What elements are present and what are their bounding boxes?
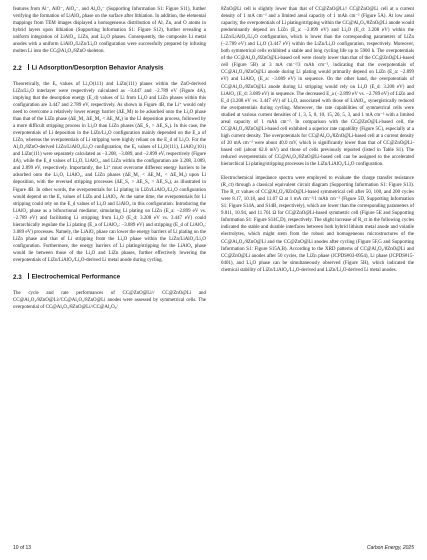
section-title: Li Adsorption/Desorption Behavior Analysis (31, 64, 164, 72)
section-heading-2-3 (13, 273, 206, 282)
paragraph-electrochem: The cycle and rate performances of CC@ZnO@Li// CC@ZnO@Li and CC@Al₂O₃/8ZnO@Li//CC@Al₂O₃/8ZnO@Li anodes were assessed by symmetrical cells. The overpotential of CC@Al₂O₃/8ZnO@Li//CC@Al₂O₃/ (13, 290, 206, 310)
heading-divider (28, 64, 29, 70)
paragraph-gap (221, 168, 414, 175)
section-heading-2-2 (13, 64, 206, 73)
left-column (13, 6, 206, 311)
heading-divider (28, 273, 29, 279)
page-footer (13, 545, 414, 555)
paragraph-adsorption: Theoretically, the Eₐ values of Li₂O(111) and LiZn(111) planes within the ZnO-derived LiZn/Li₂O interlayer were respectively calculated as −3.447 and −2.789 eV (Figure 4A), implying that the desorption energy (E_d) values of Li from Li₂O and LiZn phases within this configuration are 3.447 and 2.789 eV, respectively. As shown in Figure 4B, the Li⁺ would only need to overcome a relatively lower energy barrier (ΔE_M) to be adsorbed onto the Li₂O phase than that of the LiZn phase (ΔE_M₁ ΔE_M₂ < ΔE_M₃) in the Li deposition process, followed by a more difficult stripping process in Li₂O than LiZn phases (ΔE_S₁ > ΔE_S₂). In this case, the overpotentials of Li deposition in the LiZn/Li₂O configuration mainly depended on the E_a of LiZn, whereas the overpotentials of Li stripping were highly reliant on the E_d of Li₂O. For the Al₂O₃/8ZnO-derived LiZn/LiAlO₂/Li₂O configuration, the Eₐ values of Li₂O(111), LiAlO₂(101) and LiZn(111) were separately calculated as −3.208, −3.089, and −2.899 eV, respectively (Figure 4A), while the E_d values of Li₂O, LiAlO₂, and LiZn within the configuration are 3.208, 3.089, and 2.899 eV, respectively. Importantly, the Li⁺ must overcome different energy barriers to be adsorbed onto the Li₂O, LiAlO₂, and LiZn phases (ΔE_M₁ < ΔE_M₂ < ΔE_M₃) upon Li deposition, with the reversed stripping processes (ΔE_S₁ > ΔE_S₂ > ΔE_S₃), as illustrated in Figure 4B. In other words, the overpotentials for Li plating in LiZn/LiAlO₂/Li₂O configuration would depend on the Eₐ values of LiZn and LiAlO₂. At the same time, the overpotentials for Li stripping could rely on the E_d values of Li₂O and LiAlO₂ in this configuration. Introducing the LiAlO₂ phase as a bifunctional mediator, simulating Li plating on LiZn (E_a: −2.899 eV vs. −2.789 eV) and facilitating Li stripping from Li₂O (E_d: 3.208 eV vs. 3.447 eV) could hierarchically regulate the Li plating (E_a of LiAlO₂: −3.089 eV) and stripping (E_d of LiAlO₂: 3.089 eV) processes. Namely, the LiAlO₂ phase can lower the energy barriers of Li plating on the LiZn phase and that of Li stripping from the Li₂O phase within the LiZn/LiAlO₂/Li₂O configuration. Furthermore, the energy barriers of Li plating/stripping for the LiAlO₂ phase would lie between those of the Li₂O and LiZn phases, further effectively lowering the overpotentials of LiZn/LiAlO₂/Li₂O-derived Li metal anode during cycling. (13, 81, 206, 263)
paragraph-impedance: Electrochemical impedance spectra were employed to evaluate the charge transfer resistance (R_ct) through a classical equivalent circuit diagram (Supporting Information S1: Figure S13). The R_ct values of CC@Al₂O₃/8ZnO@Li-based symmetrical cell after 50, 100, and 200 cycles were 8.17, 10.18, and 11.07 Ω at 1 mA cm⁻²/1 mAh cm⁻² (Figure 5D, Supporting Information S1: Figure S14A, and S14B, respectively), which are lower than the corresponding parameters of 9.811, 10.94, and 11.761 Ω for CC@ZnO@Li-based symmetric cell (Figure 5E and Supporting Information S1: Figure S14C,D), respectively. The slight increase of R_ct in the following cycles indicated the stable and durable interfaces between both hybrid lithium metal anode and volatile electrolytes, which might stem from the robust and homogeneous microstructures of the CC@Al₂O₃/8ZnO@Li and the CC@ZnO@Li anodes after cycling (Figure 5F,G and Supporting Information S1: Figure S15A,B). According to the XRD patterns of CC@Al₂O₃/8ZnO@Li and CC@ZnO@Li anodes after 50 cycles, the LiZn phase (JCPDS#03-0954), Li phase (JCPDS#15-0401), and Li₂O phase can be simultaneously observed (Figure 5H), which indicated the chemical stability of LiZn/LiAlO₂/Li₂O-derived and LiZn/Li₂O-derived Li metal anodes. (221, 176, 414, 273)
paragraph-overpotential: 8ZnO@Li cell is slightly lower than that of CC@ZnO@Li// CC@ZnO@Li cell at a current density of 1 mA cm⁻² and a limited areal capacity of 1 mAh cm⁻² (Figure 5A). At low areal capacity, the overpotentials of Li plating/stripping within the CC@Al₂O₃/8ZnO@Li anode would predominantly depend on LiZn (E_a: −2.899 eV) and Li₂O (E_d: 3.208 eV) within the LiZn/LiAlO₂/Li₂O configuration, which is lower than the corresponding parameters of LiZn (−2.789 eV) and Li₂O (3.447 eV) within the LiZn/Li₂O configuration, respectively. Moreover, both symmetrical cells exhibited a stable and long cycling life up to 5900 h. The overpotentials of the CC@Al₂O₃/8ZnO@Li-based cell were clearly lower than that of the CC@ZnO@Li-based cell (Figure 5B) at 3 mA cm⁻²/3 mAh cm⁻², indicating that the overpotentials of CC@Al₂O₃/8ZnO@Li anode during Li plating would primarily depend on LiZn (E_a: −2.899 eV) and LiAlO₂ (E_a: −3.089 eV) in sequence. On the other hand, the overpotentials of CC@Al₂O₃/8ZnO@Li anode during Li stripping would rely on Li₂O (E_d: 3.208 eV) and LiAlO₂ (E_d: 3.089 eV) in sequence. The decreased E_a (−2.899 eV vs. −2.789 eV) of LiZn and E_d (3.208 eV vs. 3.447 eV) of Li₂O, associated with those of LiAlO₂, synergistically reduced the overpotentials during cycling. Moreover, the rate capabilities of symmetrical cells were studied at various current densities of 1, 3, 5, 8, 10, 15, 20, 5, 3, and 1 mA cm⁻² with a limited areal capacity of 1 mAh cm⁻². In comparison with the CC@ZnO@Li-based cell, the CC@Al₂O₃/8ZnO@Li-based cell exhibited a superior rate capability (Figure 5C), especially at a high current density. The overpotentials for CC@Al₂O₃/8ZnO@Li-based cell at a current density of 20 mA cm⁻² were about 40.0 mV, which is significantly lower than that of CC@ZnO@Li-based cell (about 62.0 mV) and those of cells previously reported (listed in Table S1). The reduced overpotentials of CC@Al₂O₃/8ZnO@Li-based cell can be assigned to the accelerated hierarchical Li plating/stripping processes in the LiZn/LiAlO₂/Li₂O configuration. (221, 7, 414, 168)
journal-citation: Carbon Energy, 2025 (366, 545, 414, 551)
page-number: 10 of 13 (13, 545, 32, 551)
section-title: Electrochemical Performance (31, 273, 121, 281)
paragraph-intro: features from Al⁻, AlO⁻, AlO₂⁻, and Al₂O₃⁻ (Supporting Information S1: Figure S11), further verifying the formation of LiAlO₂ phase on the surface after lithiation. In addition, the elemental mappings from TEM images displayed a homogeneous distribution of Al, Zn, and O atoms in hybrid layers upon lithiation (Supporting Information S1: Figure S12), further revealing a uniform integration of LiAlO₂, LiZn, and Li₂O phases. Consequently, the composite Li metal anodes with a uniform LiAlO₂/LiZn/Li₂O configuration were successfully prepared by infusing molten Li into the CC@Al₂O₃/8ZnO skeleton. (13, 7, 206, 55)
right-column (221, 6, 414, 274)
section-number: 2.2 (13, 64, 22, 72)
section-number: 2.3 (13, 273, 22, 281)
